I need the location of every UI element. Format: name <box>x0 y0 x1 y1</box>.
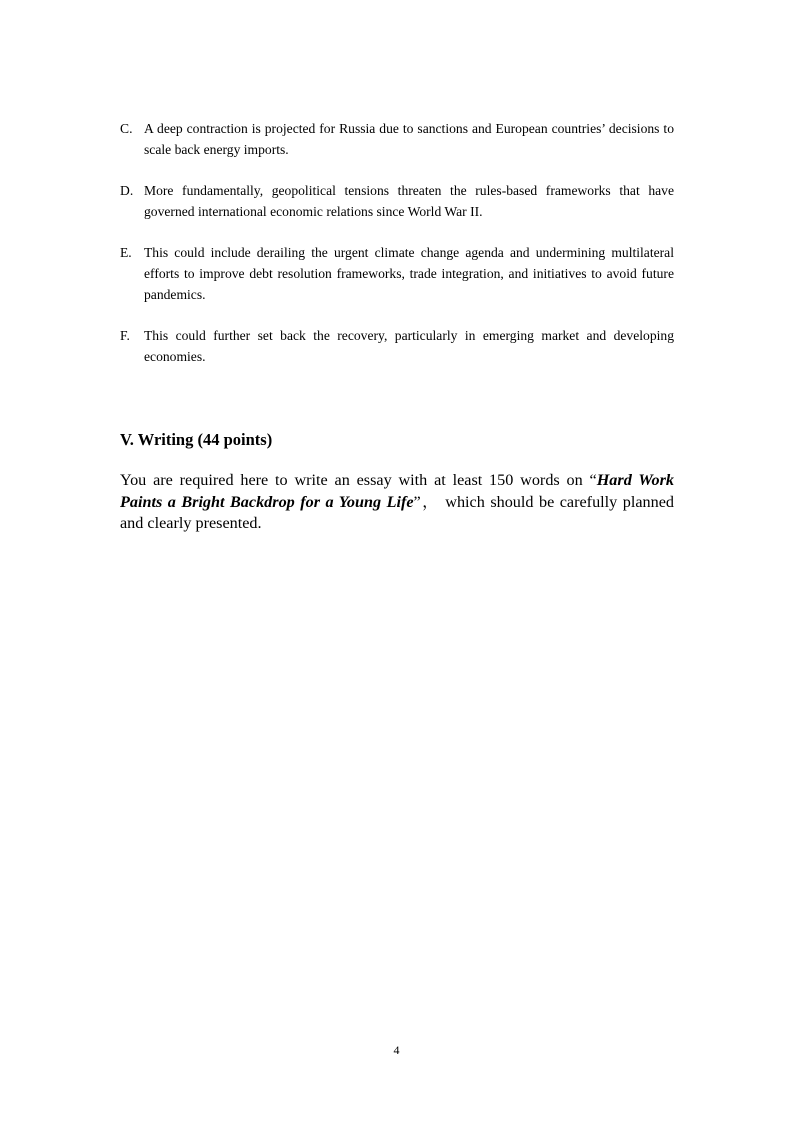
option-c <box>120 118 674 160</box>
option-letter: D. <box>120 183 134 198</box>
writing-prompt-outro: ”， which should be carefully planned and clearly presented. <box>120 492 674 532</box>
writing-prompt <box>120 470 674 535</box>
option-text: More fundamentally, geopolitical tensions threaten the rules-based frameworks that have governed international economic relations since World War II. <box>144 183 674 219</box>
writing-section-title: V. Writing (44 points) <box>120 430 273 449</box>
option-e <box>120 242 674 305</box>
option-letter: C. <box>120 121 133 136</box>
option-letter: F. <box>120 328 130 343</box>
essay-topic: Hard Work Paints a Bright Backdrop for a Young Life <box>120 471 674 511</box>
option-d <box>120 180 674 222</box>
option-letter: E. <box>120 245 132 260</box>
page-number: 4 <box>393 1043 400 1057</box>
option-list <box>120 118 674 387</box>
writing-prompt-intro: You are required here to write an essay with at least 150 words on “ <box>120 471 597 489</box>
option-f <box>120 325 674 367</box>
option-text: This could include derailing the urgent climate change agenda and undermining multilateral efforts to improve debt resolution frameworks, trade integration, and initiatives to avoid future pandemics. <box>144 245 674 302</box>
option-text: A deep contraction is projected for Russia due to sanctions and European countries’ decisions to scale back energy imports. <box>144 121 674 157</box>
option-text: This could further set back the recovery, particularly in emerging market and developing economies. <box>144 328 674 364</box>
